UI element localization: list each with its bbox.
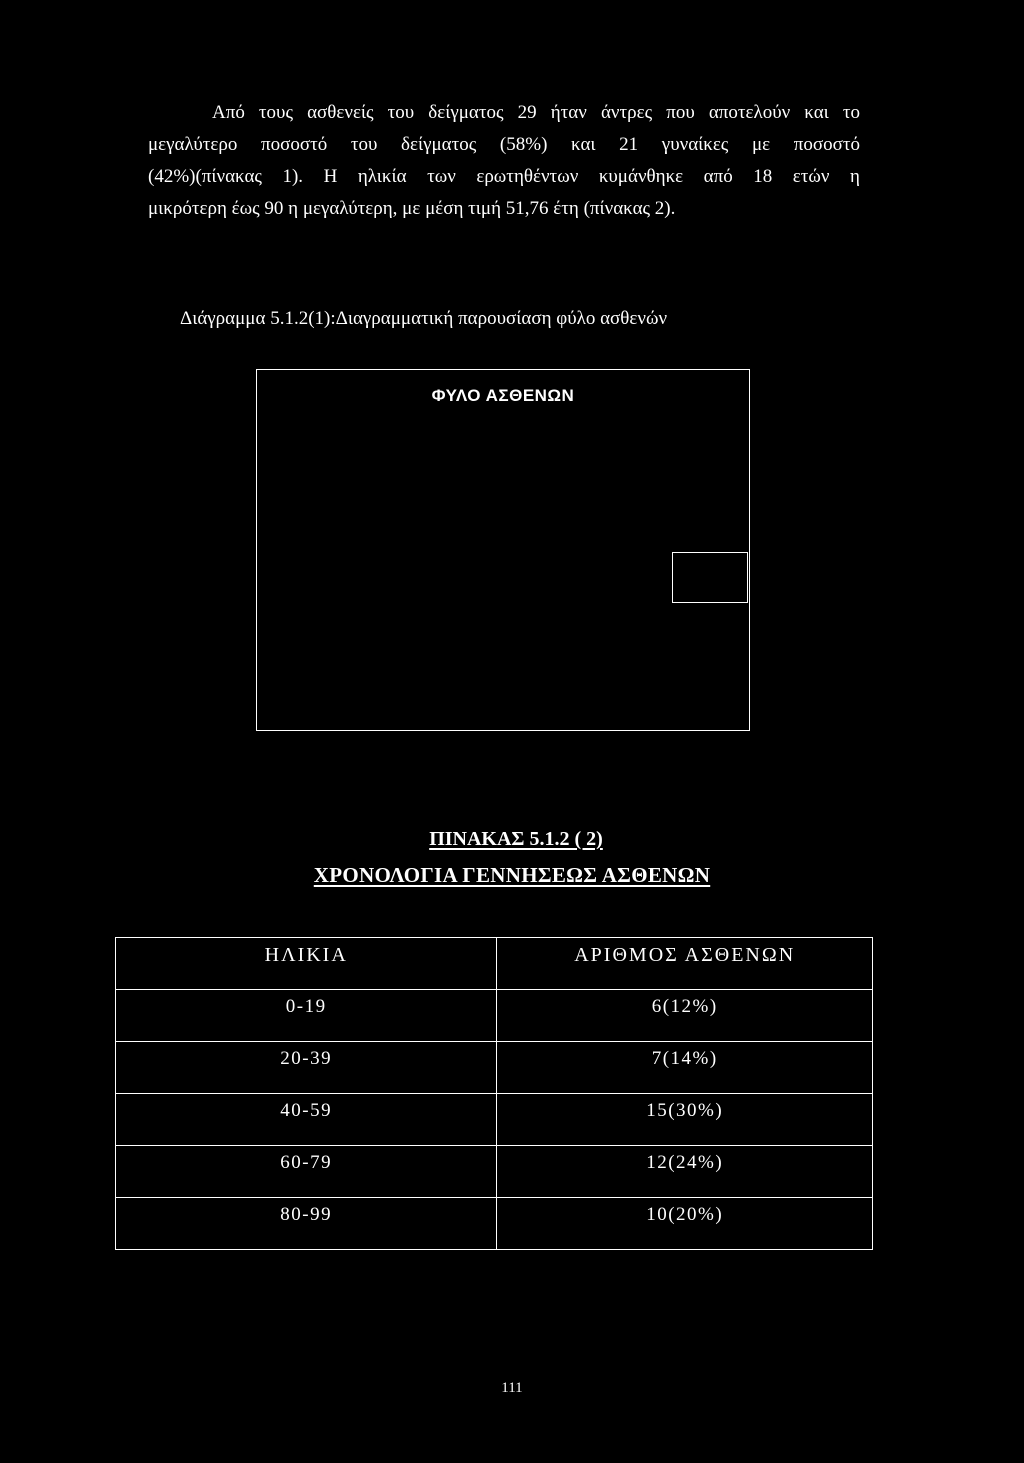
chart-frame xyxy=(256,369,750,731)
chart-title: ΦΥΛΟ ΑΣΘΕΝΩΝ xyxy=(431,386,575,405)
count-value: 15(30%) xyxy=(646,1100,724,1121)
paragraph-line-4: μικρότερη έως 90 η μεγαλύτερη, με μέση τιμή 51,76 έτη (πίνακας 2). xyxy=(148,198,676,219)
count-value: 6(12%) xyxy=(651,996,718,1017)
figure-caption: Διάγραμμα 5.1.2(1):Διαγραμματική παρουσίαση φύλο ασθενών xyxy=(180,308,668,329)
age-cell xyxy=(116,1094,497,1146)
count-value: 10(20%) xyxy=(646,1204,724,1225)
age-value: 40-59 xyxy=(280,1100,333,1121)
page-number: 111 xyxy=(501,1380,523,1396)
count-value: 12(24%) xyxy=(646,1152,724,1173)
age-cell xyxy=(116,1146,497,1198)
column-header-age-label: ΗΛΙΚΙΑ xyxy=(264,944,348,966)
table-row xyxy=(116,1042,873,1094)
age-cell xyxy=(116,990,497,1042)
count-cell xyxy=(497,1042,873,1094)
age-table xyxy=(115,937,873,1250)
age-cell xyxy=(116,1198,497,1250)
table-row xyxy=(116,1094,873,1146)
table-heading: ΠΙΝΑΚΑΣ 5.1.2 ( 2) xyxy=(429,828,603,850)
age-value: 60-79 xyxy=(280,1152,333,1173)
table-row xyxy=(116,990,873,1042)
age-value: 20-39 xyxy=(280,1048,333,1069)
count-cell xyxy=(497,1198,873,1250)
body-paragraph xyxy=(148,103,860,231)
paragraph-line-2: μεγαλύτερο ποσοστό του δείγματος (58%) και 21 γυναίκες με ποσοστό xyxy=(148,134,860,155)
paragraph-line-1: Από τους ασθενείς του δείγματος 29 ήταν άντρες που αποτελούν και το xyxy=(212,102,860,123)
count-cell xyxy=(497,990,873,1042)
column-header-count-label: ΑΡΙΘΜΟΣ ΑΣΘΕΝΩΝ xyxy=(574,944,796,966)
table-header-row xyxy=(116,938,873,990)
paragraph-line-3: (42%)(πίνακας 1). Η ηλικία των ερωτηθέντων κυμάνθηκε από 18 ετών η xyxy=(148,166,860,187)
age-cell xyxy=(116,1042,497,1094)
table-subheading: ΧΡΟΝΟΛΟΓΙΑ ΓΕΝΝΗΣΕΩΣ ΑΣΘΕΝΩΝ xyxy=(313,863,711,887)
column-header-age xyxy=(116,938,497,990)
chart-legend-box xyxy=(672,552,748,603)
count-value: 7(14%) xyxy=(651,1048,718,1069)
count-cell xyxy=(497,1146,873,1198)
column-header-count xyxy=(497,938,873,990)
age-value: 80-99 xyxy=(280,1204,333,1225)
age-value: 0-19 xyxy=(285,996,327,1017)
table-row xyxy=(116,1198,873,1250)
table-row xyxy=(116,1146,873,1198)
count-cell xyxy=(497,1094,873,1146)
